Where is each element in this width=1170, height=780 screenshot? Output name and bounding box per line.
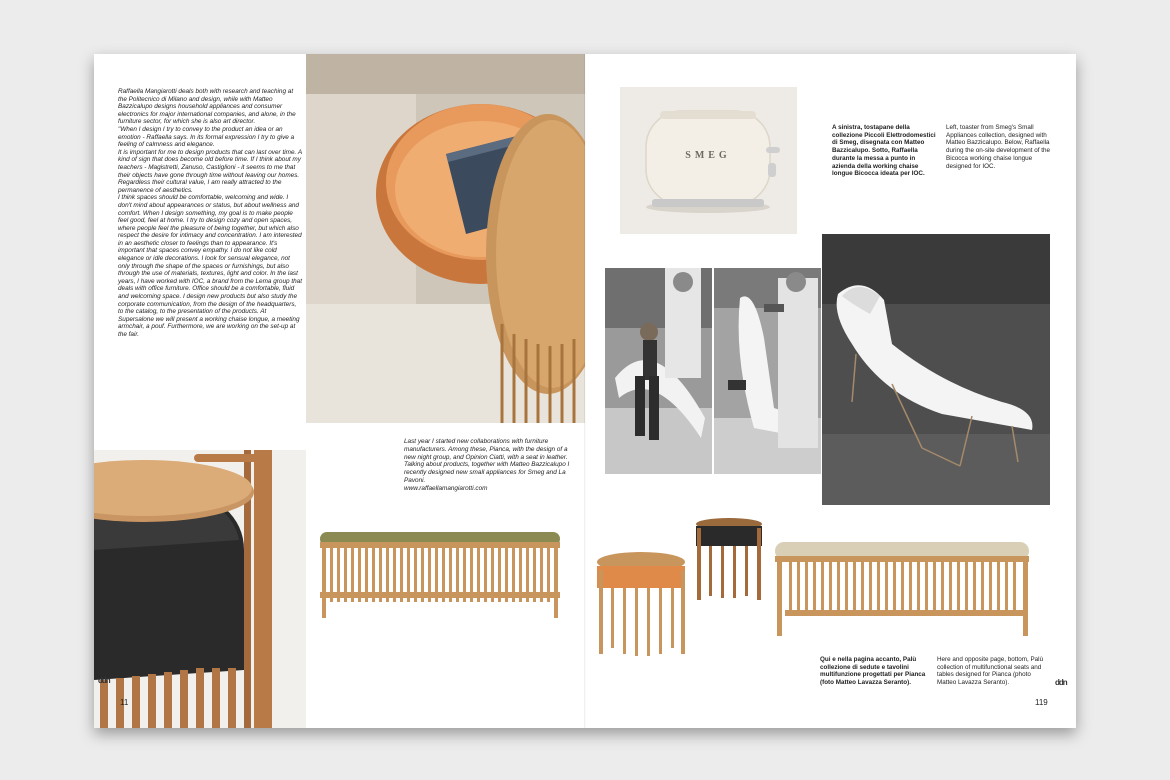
orange-side-table-photo <box>306 54 585 423</box>
fitting-illustration-2 <box>714 268 821 474</box>
magazine-spread <box>94 54 1076 728</box>
website-link: www.raffaellamangiarotti.com <box>404 484 488 492</box>
orange-side-table-illustration <box>306 54 585 423</box>
magazine-logo: ddn <box>98 676 110 685</box>
intro-paragraph: It is important for me to design products that can last over time. A kind of sign that does become old before time. If I think about my teachers - Magistretti, Zanuso, Castiglioni - it seems to me that their objects have gone through time without leaving our homes. Regardless their cultural value, I am really attracted to the permanence of aesthetics. <box>118 148 302 194</box>
smeg-toaster-photo <box>620 87 797 234</box>
intro-paragraph: I think spaces should be comfortable, welcoming and wide. I don't mind about appearances or status, but about wellness and comfort. When I design something, my goal is to make people feel good, feel at home. I try to design cozy and open spaces, where people feel the pleasure of being together, but which also respect the desire for intimacy and concentration. I am interested in an aesthetic closer to feelings than to appearance. It's important that spaces convey empathy. I do not like cold elegance or idle decorations. I look for sensual elegance, not only through the shape of the spaces or furnishings, but also through the use of materials, textures, light and color. In the last years, I have worked with IOC, a brand from the Lema group that deals with office furniture. Office should be a comfortable, fluid and welcoming space. I design new products but also study the corporate communication, from the design of the headquarters, to the catalog, to the presentation of the products. At Supersalone we will present a working chaise longue, a meeting armchair, a pouf. Furthermore, we are working on the set-up at the fair. <box>118 194 302 338</box>
bench-illustration <box>316 522 566 632</box>
dark-side-table-photo <box>94 450 306 728</box>
right-page <box>585 54 1076 728</box>
chaise-longue-illustration <box>822 234 1050 505</box>
fitting-photo-1 <box>605 268 712 474</box>
closing-paragraph: Last year I started new collaborations with furniture manufacturers. Among these, Pianca, with the design of a new night group, and Opinion Ciatti, with a seat in leather. Talking about products, together with Matteo Bazzicalupo I recently designed new small appliances for Smeg and La Pavoni. <box>404 438 570 484</box>
intro-paragraph: "When I design I try to convey to the product an idea or an emotion - Raffaella says. In its formal expression I try to give a feeling of calmness and elegance. <box>118 125 295 149</box>
caption-italian-top: A sinistra, tostapane della collezione Piccoli Elettrodomestici di Smeg, disegnata con Matteo Bazzicalupo. Sotto, Raffaella durante la messa a punto in azienda della working chaise longue Bicocca ideata per IOC. <box>832 124 936 178</box>
intro-paragraph: Raffaella Mangiarotti deals both with research and teaching at the Politecnico di Milano and design, while with Matteo Bazzicalupo designs household appliances and consumer electronics for major international companies, and alone, in the furniture sector, for which she is also art director. <box>118 88 296 126</box>
palu-collection-illustration <box>589 514 1049 664</box>
left-page <box>94 54 585 728</box>
magazine-logo: ddn <box>1055 678 1067 687</box>
dark-side-table-illustration <box>94 450 306 728</box>
palu-bench-photo <box>316 522 566 632</box>
caption-english-top: Left, toaster from Smeg's Small Appliances collection, designed with Matteo Bazzicalupo. Below, Raffaella during the on-site development of the Bicocca working chaise longue designed for IOC. <box>946 124 1050 170</box>
palu-collection-photo <box>589 514 1049 664</box>
chaise-longue-photo <box>822 234 1050 505</box>
fitting-illustration-1 <box>605 268 712 474</box>
caption-english-bottom: Here and opposite page, bottom, Palù collection of multifunctional seats and tables designed for Pianca (photo Matteo Lavazza Seranto). <box>937 656 1044 687</box>
caption-italian-bottom: Qui e nella pagina accanto, Palù collezione di sedute e tavolini multifunzione progettati per Pianca (foto Matteo Lavazza Seranto). <box>820 656 926 687</box>
smeg-brand-text: SMEG <box>685 150 731 161</box>
fitting-photo-2 <box>714 268 821 474</box>
page-number-right: 119 <box>1035 698 1048 707</box>
closing-article-text <box>404 438 576 493</box>
intro-article-text <box>118 88 302 339</box>
page-number-left: 11 <box>120 698 129 707</box>
